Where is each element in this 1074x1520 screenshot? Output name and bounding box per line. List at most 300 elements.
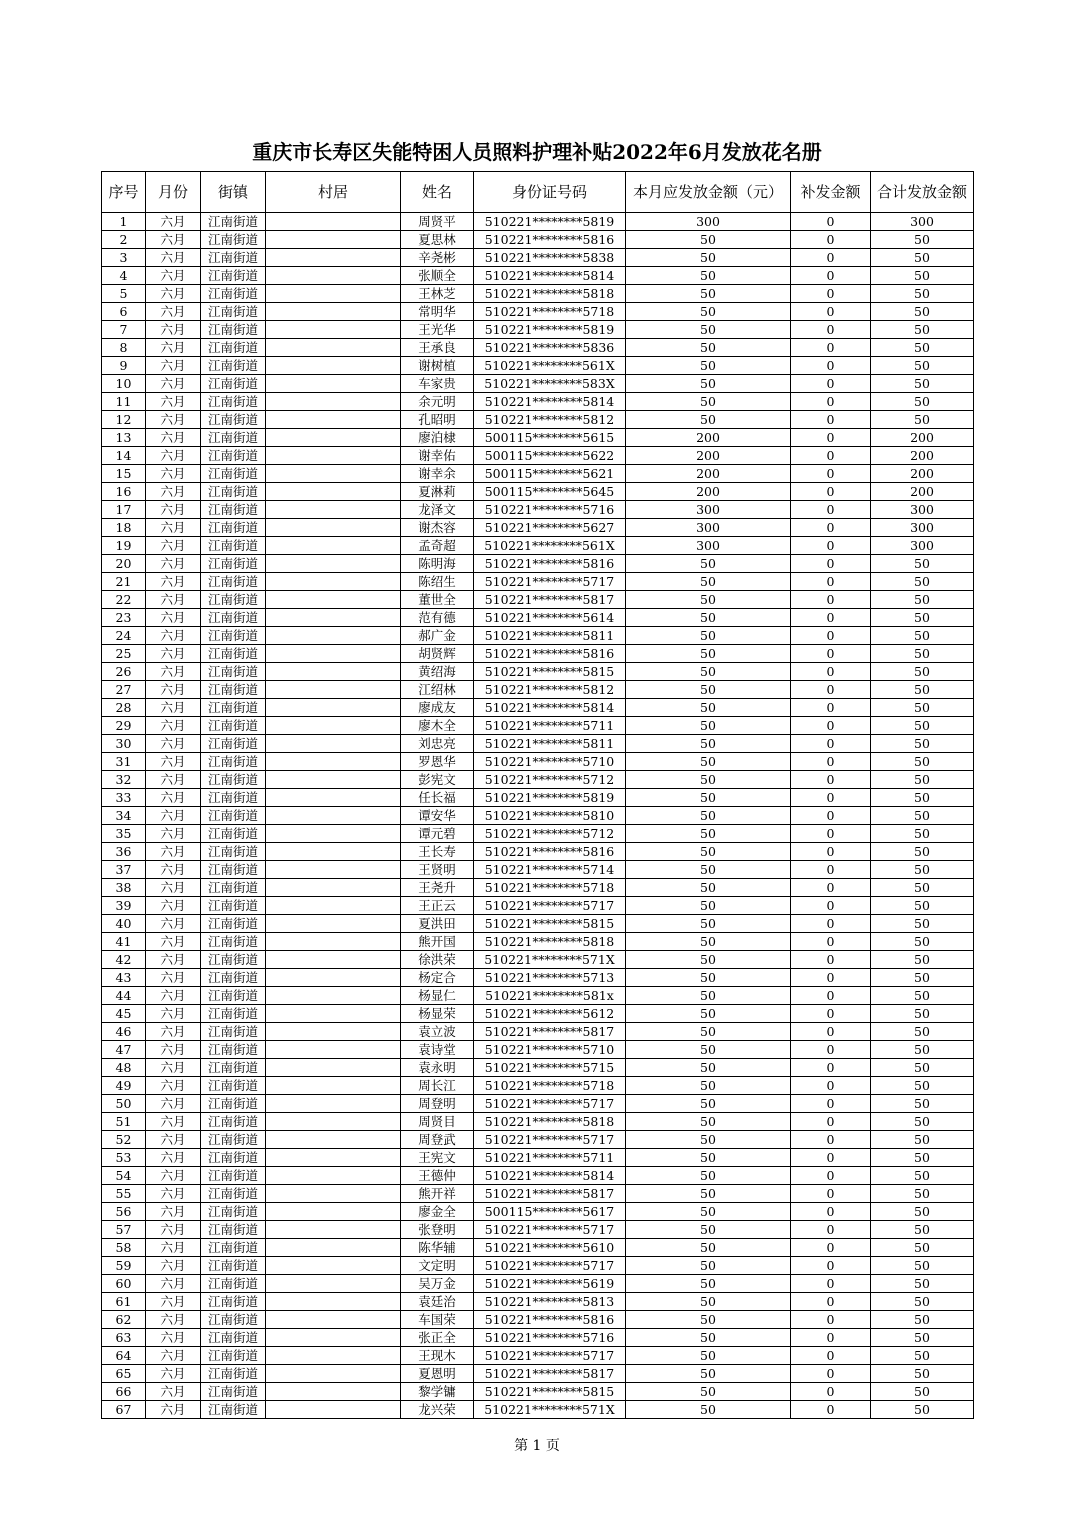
seq-cell: 9 — [102, 357, 146, 375]
month-cell: 六月 — [146, 303, 201, 321]
id-cell: 510221********561X — [474, 537, 626, 555]
name-cell: 常明华 — [401, 303, 474, 321]
name-cell: 黄绍海 — [401, 663, 474, 681]
due-cell: 50 — [626, 699, 791, 717]
town-cell: 江南街道 — [201, 285, 266, 303]
total-cell: 50 — [871, 1167, 974, 1185]
month-cell: 六月 — [146, 1383, 201, 1401]
seq-cell: 34 — [102, 807, 146, 825]
extra-cell: 0 — [791, 555, 871, 573]
id-cell: 510221********5715 — [474, 1059, 626, 1077]
total-cell: 50 — [871, 411, 974, 429]
due-cell: 50 — [626, 753, 791, 771]
table-row — [102, 1275, 974, 1293]
town-cell: 江南街道 — [201, 375, 266, 393]
due-cell: 50 — [626, 1257, 791, 1275]
name-cell: 廖金全 — [401, 1203, 474, 1221]
name-cell: 黎学镛 — [401, 1383, 474, 1401]
id-cell: 510221********5717 — [474, 573, 626, 591]
total-cell: 50 — [871, 915, 974, 933]
id-cell: 510221********5718 — [474, 879, 626, 897]
extra-cell: 0 — [791, 1347, 871, 1365]
total-cell: 50 — [871, 1077, 974, 1095]
extra-cell: 0 — [791, 339, 871, 357]
seq-cell: 2 — [102, 231, 146, 249]
table-row — [102, 1077, 974, 1095]
village-cell — [266, 825, 401, 843]
name-cell: 陈绍生 — [401, 573, 474, 591]
town-cell: 江南街道 — [201, 537, 266, 555]
name-cell: 谭元碧 — [401, 825, 474, 843]
name-cell: 王宪文 — [401, 1149, 474, 1167]
table-row — [102, 1203, 974, 1221]
table-row — [102, 483, 974, 501]
extra-cell: 0 — [791, 1203, 871, 1221]
seq-cell: 45 — [102, 1005, 146, 1023]
town-cell: 江南街道 — [201, 231, 266, 249]
month-cell: 六月 — [146, 447, 201, 465]
header-extra: 补发金额 — [791, 172, 871, 213]
seq-cell: 19 — [102, 537, 146, 555]
due-cell: 50 — [626, 1005, 791, 1023]
town-cell: 江南街道 — [201, 1131, 266, 1149]
total-cell: 50 — [871, 1113, 974, 1131]
due-cell: 50 — [626, 1131, 791, 1149]
month-cell: 六月 — [146, 519, 201, 537]
village-cell — [266, 1095, 401, 1113]
village-cell — [266, 1293, 401, 1311]
table-row — [102, 429, 974, 447]
name-cell: 车家贵 — [401, 375, 474, 393]
town-cell: 江南街道 — [201, 1221, 266, 1239]
month-cell: 六月 — [146, 501, 201, 519]
total-cell: 50 — [871, 1383, 974, 1401]
due-cell: 50 — [626, 375, 791, 393]
id-cell: 510221********5819 — [474, 213, 626, 231]
seq-cell: 15 — [102, 465, 146, 483]
id-cell: 500115********5621 — [474, 465, 626, 483]
village-cell — [266, 1167, 401, 1185]
total-cell: 300 — [871, 519, 974, 537]
table-row — [102, 1131, 974, 1149]
month-cell: 六月 — [146, 1059, 201, 1077]
extra-cell: 0 — [791, 1167, 871, 1185]
name-cell: 王光华 — [401, 321, 474, 339]
seq-cell: 48 — [102, 1059, 146, 1077]
village-cell — [266, 969, 401, 987]
due-cell: 50 — [626, 969, 791, 987]
month-cell: 六月 — [146, 879, 201, 897]
town-cell: 江南街道 — [201, 969, 266, 987]
town-cell: 江南街道 — [201, 339, 266, 357]
village-cell — [266, 429, 401, 447]
name-cell: 王承良 — [401, 339, 474, 357]
due-cell: 50 — [626, 915, 791, 933]
extra-cell: 0 — [791, 915, 871, 933]
month-cell: 六月 — [146, 1329, 201, 1347]
seq-cell: 38 — [102, 879, 146, 897]
seq-cell: 37 — [102, 861, 146, 879]
town-cell: 江南街道 — [201, 447, 266, 465]
extra-cell: 0 — [791, 375, 871, 393]
id-cell: 510221********5812 — [474, 411, 626, 429]
seq-cell: 55 — [102, 1185, 146, 1203]
header-name: 姓名 — [401, 172, 474, 213]
extra-cell: 0 — [791, 1221, 871, 1239]
extra-cell: 0 — [791, 1275, 871, 1293]
due-cell: 50 — [626, 789, 791, 807]
village-cell — [266, 321, 401, 339]
name-cell: 张正全 — [401, 1329, 474, 1347]
month-cell: 六月 — [146, 915, 201, 933]
table-row — [102, 645, 974, 663]
extra-cell: 0 — [791, 753, 871, 771]
seq-cell: 41 — [102, 933, 146, 951]
seq-cell: 50 — [102, 1095, 146, 1113]
village-cell — [266, 1149, 401, 1167]
seq-cell: 64 — [102, 1347, 146, 1365]
id-cell: 510221********5610 — [474, 1239, 626, 1257]
total-cell: 50 — [871, 1005, 974, 1023]
extra-cell: 0 — [791, 393, 871, 411]
seq-cell: 39 — [102, 897, 146, 915]
name-cell: 董世全 — [401, 591, 474, 609]
extra-cell: 0 — [791, 825, 871, 843]
total-cell: 50 — [871, 231, 974, 249]
seq-cell: 1 — [102, 213, 146, 231]
village-cell — [266, 483, 401, 501]
id-cell: 510221********5710 — [474, 1041, 626, 1059]
seq-cell: 66 — [102, 1383, 146, 1401]
table-row — [102, 879, 974, 897]
table-row — [102, 699, 974, 717]
village-cell — [266, 627, 401, 645]
village-cell — [266, 663, 401, 681]
table-row — [102, 1185, 974, 1203]
total-cell: 50 — [871, 933, 974, 951]
town-cell: 江南街道 — [201, 1203, 266, 1221]
extra-cell: 0 — [791, 1095, 871, 1113]
village-cell — [266, 537, 401, 555]
village-cell — [266, 1059, 401, 1077]
total-cell: 50 — [871, 825, 974, 843]
extra-cell: 0 — [791, 1149, 871, 1167]
id-cell: 510221********5817 — [474, 1023, 626, 1041]
extra-cell: 0 — [791, 573, 871, 591]
table-row — [102, 357, 974, 375]
town-cell: 江南街道 — [201, 1023, 266, 1041]
table-row — [102, 321, 974, 339]
id-cell: 510221********5813 — [474, 1293, 626, 1311]
id-cell: 510221********5627 — [474, 519, 626, 537]
total-cell: 50 — [871, 807, 974, 825]
month-cell: 六月 — [146, 789, 201, 807]
village-cell — [266, 951, 401, 969]
village-cell — [266, 447, 401, 465]
seq-cell: 47 — [102, 1041, 146, 1059]
id-cell: 510221********5815 — [474, 663, 626, 681]
seq-cell: 27 — [102, 681, 146, 699]
town-cell: 江南街道 — [201, 753, 266, 771]
village-cell — [266, 285, 401, 303]
name-cell: 吴万金 — [401, 1275, 474, 1293]
town-cell: 江南街道 — [201, 267, 266, 285]
month-cell: 六月 — [146, 1113, 201, 1131]
extra-cell: 0 — [791, 735, 871, 753]
total-cell: 200 — [871, 429, 974, 447]
village-cell — [266, 789, 401, 807]
table-row — [102, 735, 974, 753]
total-cell: 50 — [871, 645, 974, 663]
due-cell: 300 — [626, 519, 791, 537]
seq-cell: 17 — [102, 501, 146, 519]
name-cell: 周登明 — [401, 1095, 474, 1113]
month-cell: 六月 — [146, 249, 201, 267]
id-cell: 510221********581x — [474, 987, 626, 1005]
total-cell: 50 — [871, 1275, 974, 1293]
month-cell: 六月 — [146, 1005, 201, 1023]
town-cell: 江南街道 — [201, 1095, 266, 1113]
total-cell: 50 — [871, 1185, 974, 1203]
name-cell: 周贤平 — [401, 213, 474, 231]
due-cell: 50 — [626, 843, 791, 861]
total-cell: 50 — [871, 663, 974, 681]
id-cell: 510221********583X — [474, 375, 626, 393]
id-cell: 510221********5816 — [474, 231, 626, 249]
month-cell: 六月 — [146, 1167, 201, 1185]
seq-cell: 23 — [102, 609, 146, 627]
due-cell: 50 — [626, 735, 791, 753]
due-cell: 50 — [626, 1311, 791, 1329]
table-row — [102, 807, 974, 825]
month-cell: 六月 — [146, 411, 201, 429]
extra-cell: 0 — [791, 1329, 871, 1347]
town-cell: 江南街道 — [201, 771, 266, 789]
month-cell: 六月 — [146, 573, 201, 591]
total-cell: 50 — [871, 1239, 974, 1257]
due-cell: 50 — [626, 897, 791, 915]
extra-cell: 0 — [791, 519, 871, 537]
extra-cell: 0 — [791, 663, 871, 681]
village-cell — [266, 609, 401, 627]
village-cell — [266, 393, 401, 411]
village-cell — [266, 753, 401, 771]
name-cell: 郝广金 — [401, 627, 474, 645]
seq-cell: 29 — [102, 717, 146, 735]
village-cell — [266, 1365, 401, 1383]
table-row — [102, 591, 974, 609]
village-cell — [266, 1257, 401, 1275]
due-cell: 50 — [626, 879, 791, 897]
town-cell: 江南街道 — [201, 1293, 266, 1311]
extra-cell: 0 — [791, 699, 871, 717]
extra-cell: 0 — [791, 465, 871, 483]
document-title: 重庆市长寿区失能特困人员照料护理补贴2022年6月发放花名册 — [252, 140, 822, 164]
town-cell: 江南街道 — [201, 591, 266, 609]
due-cell: 50 — [626, 825, 791, 843]
due-cell: 50 — [626, 951, 791, 969]
extra-cell: 0 — [791, 1401, 871, 1419]
extra-cell: 0 — [791, 1005, 871, 1023]
month-cell: 六月 — [146, 231, 201, 249]
due-cell: 50 — [626, 1077, 791, 1095]
due-cell: 50 — [626, 357, 791, 375]
table-row — [102, 339, 974, 357]
id-cell: 510221********5817 — [474, 1185, 626, 1203]
id-cell: 500115********5617 — [474, 1203, 626, 1221]
name-cell: 任长福 — [401, 789, 474, 807]
month-cell: 六月 — [146, 1365, 201, 1383]
month-cell: 六月 — [146, 987, 201, 1005]
table-row — [102, 915, 974, 933]
id-cell: 510221********5811 — [474, 627, 626, 645]
id-cell: 510221********5812 — [474, 681, 626, 699]
extra-cell: 0 — [791, 303, 871, 321]
total-cell: 50 — [871, 627, 974, 645]
village-cell — [266, 1041, 401, 1059]
id-cell: 510221********5717 — [474, 1257, 626, 1275]
seq-cell: 36 — [102, 843, 146, 861]
name-cell: 周登武 — [401, 1131, 474, 1149]
due-cell: 50 — [626, 303, 791, 321]
village-cell — [266, 303, 401, 321]
village-cell — [266, 1311, 401, 1329]
seq-cell: 11 — [102, 393, 146, 411]
table-row — [102, 303, 974, 321]
month-cell: 六月 — [146, 1293, 201, 1311]
total-cell: 50 — [871, 375, 974, 393]
table-row — [102, 771, 974, 789]
due-cell: 50 — [626, 1293, 791, 1311]
name-cell: 王贤明 — [401, 861, 474, 879]
extra-cell: 0 — [791, 285, 871, 303]
name-cell: 罗恩华 — [401, 753, 474, 771]
village-cell — [266, 987, 401, 1005]
extra-cell: 0 — [791, 429, 871, 447]
village-cell — [266, 501, 401, 519]
name-cell: 王现木 — [401, 1347, 474, 1365]
id-cell: 510221********5818 — [474, 933, 626, 951]
total-cell: 50 — [871, 1041, 974, 1059]
village-cell — [266, 861, 401, 879]
table-row — [102, 987, 974, 1005]
due-cell: 50 — [626, 1113, 791, 1131]
extra-cell: 0 — [791, 231, 871, 249]
month-cell: 六月 — [146, 465, 201, 483]
month-cell: 六月 — [146, 1095, 201, 1113]
due-cell: 50 — [626, 1383, 791, 1401]
name-cell: 王尧升 — [401, 879, 474, 897]
extra-cell: 0 — [791, 627, 871, 645]
name-cell: 胡贤辉 — [401, 645, 474, 663]
name-cell: 谢幸佑 — [401, 447, 474, 465]
seq-cell: 13 — [102, 429, 146, 447]
total-cell: 50 — [871, 735, 974, 753]
month-cell: 六月 — [146, 375, 201, 393]
due-cell: 50 — [626, 1167, 791, 1185]
village-cell — [266, 573, 401, 591]
seq-cell: 67 — [102, 1401, 146, 1419]
due-cell: 50 — [626, 807, 791, 825]
total-cell: 50 — [871, 591, 974, 609]
table-row — [102, 627, 974, 645]
name-cell: 范有德 — [401, 609, 474, 627]
month-cell: 六月 — [146, 717, 201, 735]
id-cell: 510221********5713 — [474, 969, 626, 987]
month-cell: 六月 — [146, 861, 201, 879]
table-row — [102, 1239, 974, 1257]
extra-cell: 0 — [791, 321, 871, 339]
table-row — [102, 1023, 974, 1041]
header-total: 合计发放金额 — [871, 172, 974, 213]
table-row — [102, 969, 974, 987]
month-cell: 六月 — [146, 681, 201, 699]
due-cell: 50 — [626, 1329, 791, 1347]
seq-cell: 35 — [102, 825, 146, 843]
due-cell: 50 — [626, 1275, 791, 1293]
seq-cell: 52 — [102, 1131, 146, 1149]
id-cell: 510221********5612 — [474, 1005, 626, 1023]
total-cell: 50 — [871, 1059, 974, 1077]
extra-cell: 0 — [791, 1059, 871, 1077]
town-cell: 江南街道 — [201, 213, 266, 231]
town-cell: 江南街道 — [201, 1005, 266, 1023]
town-cell: 江南街道 — [201, 861, 266, 879]
due-cell: 50 — [626, 393, 791, 411]
id-cell: 510221********571X — [474, 951, 626, 969]
name-cell: 谭安华 — [401, 807, 474, 825]
name-cell: 孟奇超 — [401, 537, 474, 555]
due-cell: 50 — [626, 231, 791, 249]
village-cell — [266, 1401, 401, 1419]
due-cell: 50 — [626, 321, 791, 339]
table-row — [102, 1221, 974, 1239]
town-cell: 江南街道 — [201, 1329, 266, 1347]
table-row — [102, 933, 974, 951]
name-cell: 夏洪田 — [401, 915, 474, 933]
table-row — [102, 411, 974, 429]
due-cell: 200 — [626, 429, 791, 447]
name-cell: 辛尧彬 — [401, 249, 474, 267]
town-cell: 江南街道 — [201, 951, 266, 969]
table-row — [102, 843, 974, 861]
total-cell: 50 — [871, 1095, 974, 1113]
table-header-row — [102, 172, 974, 213]
name-cell: 龙兴荣 — [401, 1401, 474, 1419]
extra-cell: 0 — [791, 1257, 871, 1275]
village-cell — [266, 1005, 401, 1023]
table-row — [102, 717, 974, 735]
id-cell: 510221********5814 — [474, 699, 626, 717]
due-cell: 50 — [626, 1203, 791, 1221]
village-cell — [266, 807, 401, 825]
due-cell: 300 — [626, 501, 791, 519]
total-cell: 50 — [871, 609, 974, 627]
due-cell: 50 — [626, 771, 791, 789]
due-cell: 50 — [626, 933, 791, 951]
seq-cell: 56 — [102, 1203, 146, 1221]
total-cell: 50 — [871, 987, 974, 1005]
month-cell: 六月 — [146, 537, 201, 555]
id-cell: 510221********5712 — [474, 825, 626, 843]
seq-cell: 26 — [102, 663, 146, 681]
extra-cell: 0 — [791, 447, 871, 465]
extra-cell: 0 — [791, 1185, 871, 1203]
town-cell: 江南街道 — [201, 681, 266, 699]
village-cell — [266, 1383, 401, 1401]
extra-cell: 0 — [791, 771, 871, 789]
village-cell — [266, 933, 401, 951]
